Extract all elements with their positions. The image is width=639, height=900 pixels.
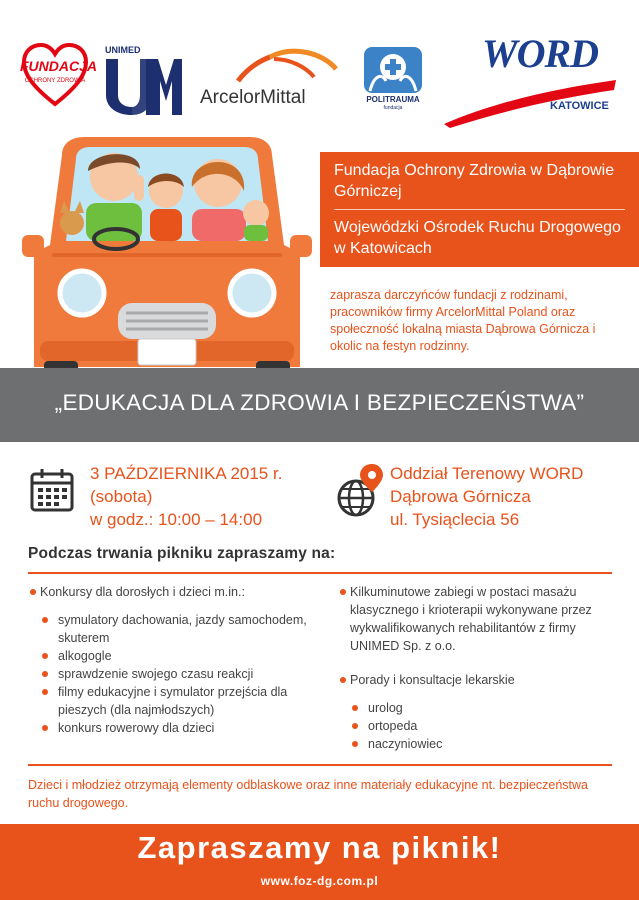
- fundacja-logo-name: FUNDACJA: [20, 58, 97, 74]
- program-divider-bottom: [28, 764, 612, 766]
- program-right-column: [340, 583, 620, 753]
- event-title-banner: [0, 368, 639, 442]
- list-item: symulatory dachowania, jazdy samochodem, skuterem: [30, 611, 320, 647]
- program-divider-top: [28, 572, 612, 574]
- unimed-logo-name: UNIMED: [105, 45, 141, 55]
- arc-swoosh-icon: [198, 45, 338, 87]
- place-street: ul. Tysiąclecia 56: [390, 510, 520, 529]
- politrauma-logo-name: POLITRAUMA: [366, 95, 420, 104]
- word-logo: [440, 28, 620, 128]
- logo-bar: [0, 0, 639, 140]
- organizers-divider: [334, 209, 625, 210]
- place-city: Dąbrowa Górnicza: [390, 487, 531, 506]
- event-place-text: [390, 462, 583, 531]
- contests-title: Konkursy dla dorosłych i dzieci m.in.:: [30, 583, 320, 601]
- list-item: filmy edukacyjne i symulator przejścia dla pieszych (dla najmłodszych): [30, 683, 320, 719]
- fundacja-logo-sub: OCHRONY ZDROWIA: [24, 78, 86, 84]
- consult-title: Porady i konsultacje lekarskie: [340, 671, 620, 689]
- fundacja-logo: [20, 40, 97, 110]
- event-hours: w godz.: 10:00 – 14:00: [90, 510, 263, 529]
- website-link[interactable]: www.foz-dg.com.pl: [260, 874, 379, 888]
- heart-icon: [20, 40, 97, 110]
- politrauma-logo-sub: fundacja: [383, 105, 403, 111]
- arcelormittal-logo-name: ArcelorMittal: [200, 87, 306, 108]
- list-item: alkogogle: [30, 647, 320, 665]
- organizer-foundation: Fundacja Ochrony Zdrowia w Dąbrowie Górniczej: [334, 162, 615, 200]
- politrauma-logo: [360, 45, 426, 115]
- event-place-block: [332, 462, 632, 532]
- list-item: naczyniowiec: [340, 735, 620, 753]
- organizers-box: [320, 152, 639, 267]
- arcelormittal-logo: [198, 45, 338, 115]
- list-item: sprawdzenie swojego czasu reakcji: [30, 665, 320, 683]
- word-logo-name: WORD: [482, 31, 599, 76]
- globe-pin-icon: [336, 462, 384, 518]
- list-item: urolog: [340, 699, 620, 717]
- footer-cta: Zapraszamy na piknik!: [137, 830, 502, 865]
- politrauma-mark-icon: [360, 45, 426, 97]
- reflective-items-note: Dzieci i młodzież otrzymają elementy odblaskowe oraz inne materiały edukacyjne nt. bezpieczeństwa ruchu drogowego.: [28, 778, 588, 810]
- program-heading: Podczas trwania pikniku zapraszamy na:: [28, 545, 336, 562]
- organizer-word: Wojewódzki Ośrodek Ruchu Drogowego w Katowicach: [334, 219, 621, 257]
- car-icon: [22, 135, 312, 385]
- calendar-icon: [30, 468, 74, 512]
- massage-offer: Kilkuminutowe zabiegi w postaci masażu klasycznego i krioterapii wykonywane przez wykwalifikowanych rehabilitantów z firmy UNIMED Sp. z o.o.: [340, 583, 620, 655]
- program-left-column: [30, 583, 320, 737]
- unimed-mark-icon: [102, 55, 184, 117]
- event-day: (sobota): [90, 487, 153, 506]
- footer-banner: [0, 824, 639, 900]
- family-car-illustration: [22, 135, 312, 385]
- word-logo-city: KATOWICE: [550, 100, 609, 112]
- unimed-logo: [102, 45, 187, 115]
- list-item: konkurs rowerowy dla dzieci: [30, 719, 320, 737]
- event-title: „EDUKACJA DLA ZDROWIA I BEZPIECZEŃSTWA”: [54, 390, 585, 415]
- place-name: Oddział Terenowy WORD: [390, 464, 584, 483]
- list-item: ortopeda: [340, 717, 620, 735]
- invitation-text: zaprasza darczyńców fundacji z rodzinami, pracowników firmy ArcelorMittal Poland oraz społeczność lokalną miasta Dąbrowa Górnicza i okolic na festyn rodzinny.: [330, 288, 596, 353]
- event-date-text: [90, 462, 282, 531]
- event-date-block: [24, 462, 324, 532]
- event-date: 3 PAŹDZIERNIKA 2015 r.: [90, 464, 283, 483]
